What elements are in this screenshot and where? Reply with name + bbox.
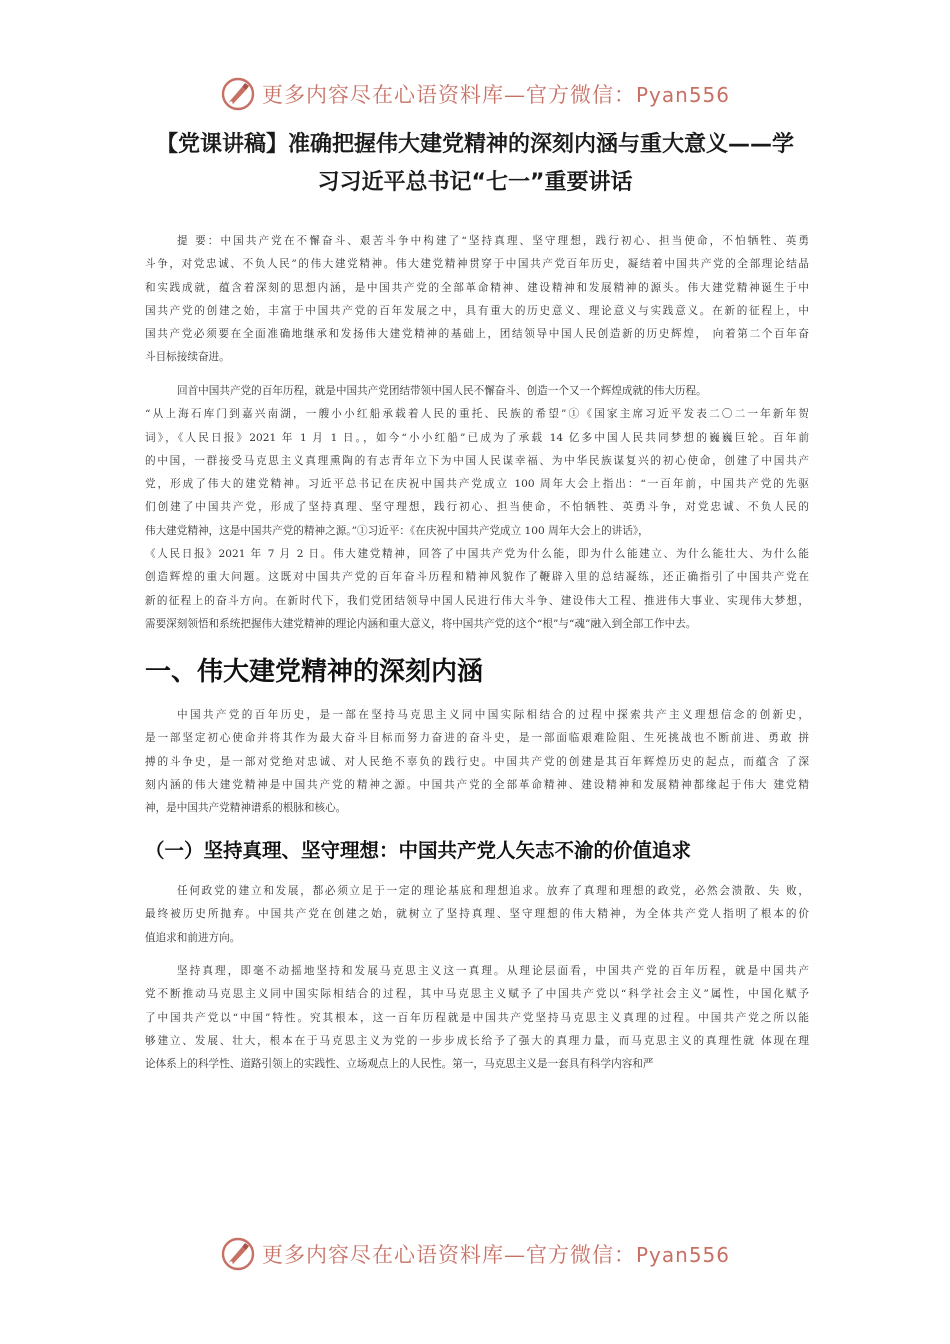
intro-line: 需要深刻领悟和系统把握伟大建党精神的理论内涵和重大意义，将中国共产党的这个“根”与“魂”融入到全部工作中去。	[145, 617, 697, 630]
subsection-1-paragraph-1	[145, 880, 809, 950]
abstract-line: 国共产党必须要在全面准确地继承和发扬伟大建党精神的基础上，团结领导中国人民创造新的历史辉煌， 向着第二个百年奋	[145, 328, 809, 341]
subsection-1-paragraph-2	[145, 960, 809, 1076]
intro-paragraph	[145, 380, 809, 636]
abstract-line: 斗目标接续奋进。	[145, 351, 230, 364]
abstract-line: 和实践成就，蕴含着深刻的思想内涵，是中国共产党的全部革命精神、建设精神和发展精神的源头。伟大建党精神诞生于中	[145, 281, 809, 294]
intro-line: 们创建了中国共产党，形成了坚持真理、坚守理想，践行初心、担当使命，不怕牺牲、英勇斗争，对党忠诚、不负人民的	[145, 501, 809, 514]
section-1-line: 是一部坚定初心使命并将其作为最大奋斗目标而努力奋进的奋斗史，是一部面临艰难险阻、生死挑战也不断前进、勇敢 拼	[145, 732, 809, 745]
banner-text-cn: 更多内容尽在心语资料库—官方微信：	[261, 1243, 636, 1267]
abstract-line: 国共产党的创建之始，丰富于中国共产党的百年发展之中，具有重大的历史意义、理论意义与实践意义。在新的征程上，中	[145, 304, 809, 317]
intro-line: 《人民日报》2021 年 7 月 2 日。伟大建党精神，回答了中国共产党为什么能，即为什么能建立、为什么能壮大、为什么能	[145, 548, 809, 561]
subsection-line: 了中国共产党以“中国”特性。究其根本，这一百年历程就是中国共产党坚持马克思主义真理的过程。中国共产党之所以能	[145, 1011, 809, 1024]
intro-line: 回首中国共产党的百年历程，就是中国共产党团结带领中国人民不懈奋斗、创造一个又一个辉煌成就的伟大历程。	[177, 385, 707, 397]
section-1-line: 中国共产党的百年历史，是一部在坚持马克思主义同中国实际相结合的过程中探索共产主义理想信念的创新史，	[177, 709, 809, 721]
footer-banner	[0, 1232, 950, 1276]
intro-line: 新的征程上的奋斗方向。在新时代下，我们党团结领导中国人民进行伟大斗争、建设伟大工程、推进伟大事业、实现伟大梦想，	[145, 594, 809, 607]
subsection-line: 论体系上的科学性、道路引领上的实践性、立场观点上的人民性。第一，马克思主义是一套具有科学内容和严	[145, 1058, 654, 1071]
subsection-line: 党不断推动马克思主义同中国实际相结合的过程，其中马克思主义赋予了中国共产党以“科学社会主义”属性，中国化赋予	[145, 988, 809, 1001]
title-line-2: 习习近平总书记“七一”重要讲话	[317, 170, 633, 195]
banner-content	[220, 1236, 730, 1272]
abstract-line: 斗争，对党忠诚、不负人民”的伟大建党精神。伟大建党精神贯穿于中国共产党百年历史，凝结着中国共产党的全部理论结晶	[145, 258, 809, 271]
abstract-line: 提 要：中国共产党在不懈奋斗、艰苦斗争中构建了“坚持真理、坚守理想，践行初心、担当使命，不怕牺牲、英勇	[177, 235, 809, 247]
section-1-paragraph	[145, 704, 809, 820]
subsection-line: 最终被历史所抛弃。中国共产党在创建之始，就树立了坚持真理、坚守理想的伟大精神，为全体共产党人指明了根本的价	[145, 908, 809, 921]
abstract-paragraph	[145, 230, 809, 370]
document-title	[120, 126, 830, 202]
header-banner	[0, 72, 950, 116]
intro-line: “从上海石库门到嘉兴南湖，一艘小小红船承载着人民的重托、民族的希望”①《国家主席习近平发表二〇二一年新年贺	[145, 408, 809, 421]
intro-line: 创造辉煌的重大问题。这既对中国共产党的百年奋斗历程和精神风貌作了鞭辟入里的总结凝练，还正确指引了中国共产党在	[145, 571, 809, 584]
intro-line: 词》，《人民日报》2021 年 1 月 1 日。，如今“小小红船”已成为了承载 14 亿多中国人民共同梦想的巍巍巨轮。百年前	[145, 431, 809, 444]
pen-circle-logo-icon	[220, 1236, 256, 1272]
pen-circle-logo-icon	[220, 76, 256, 112]
banner-text-cn: 更多内容尽在心语资料库—官方微信：	[261, 83, 636, 107]
intro-line: 党，形成了伟大的建党精神。习近平总书记在庆祝中国共产党成立 100 周年大会上指出：“一百年前，中国共产党的先驱	[145, 478, 809, 491]
banner-content	[220, 76, 730, 112]
banner-text	[262, 1239, 730, 1269]
intro-line: 伟大建党精神，这是中国共产党的精神之源。”①习近平：《在庆祝中国共产党成立 100 周年大会上的讲话》，	[145, 524, 649, 537]
subsection-line: 任何政党的建立和发展，都必须立足于一定的理论基底和理想追求。放弃了真理和理想的政党，必然会溃散、失 败，	[177, 885, 809, 897]
title-line-1: 【党课讲稿】准确把握伟大建党精神的深刻内涵与重大意义——学	[155, 132, 794, 157]
subsection-line: 坚持真理，即毫不动摇地坚持和发展马克思主义这一真理。从理论层面看，中国共产党的百年历程，就是中国共产	[177, 965, 809, 977]
intro-line: 的中国，一群接受马克思主义真理熏陶的有志青年立下为中国人民谋幸福、为中华民族谋复兴的初心使命，创建了中国共产	[145, 454, 809, 467]
section-1-line: 搏的斗争史，是一部对党绝对忠诚、对人民绝不辜负的践行史。中国共产党的创建是其百年辉煌历史的起点，而蕴含 了深	[145, 755, 809, 768]
banner-wechat-id: Pyan556	[635, 83, 730, 107]
banner-wechat-id: Pyan556	[635, 1243, 730, 1267]
section-1-line: 神，是中国共产党精神谱系的根脉和核心。	[145, 802, 347, 815]
subsection-line: 够建立、发展、壮大，根本在于马克思主义为党的一步步成长给予了强大的真理力量，而马克思主义的真理性就 体现在理	[145, 1034, 809, 1047]
subsection-1-heading: （一）坚持真理、坚守理想：中国共产党人矢志不渝的价值追求	[145, 839, 692, 862]
banner-text	[262, 79, 730, 109]
section-1-line: 刻内涵的伟大建党精神是中国共产党的精神之源。中国共产党的全部革命精神、建设精神和发展精神都缘起于伟大 建党精	[145, 778, 809, 791]
subsection-line: 值追求和前进方向。	[145, 931, 241, 944]
section-1-heading: 一、伟大建党精神的深刻内涵	[145, 657, 484, 687]
